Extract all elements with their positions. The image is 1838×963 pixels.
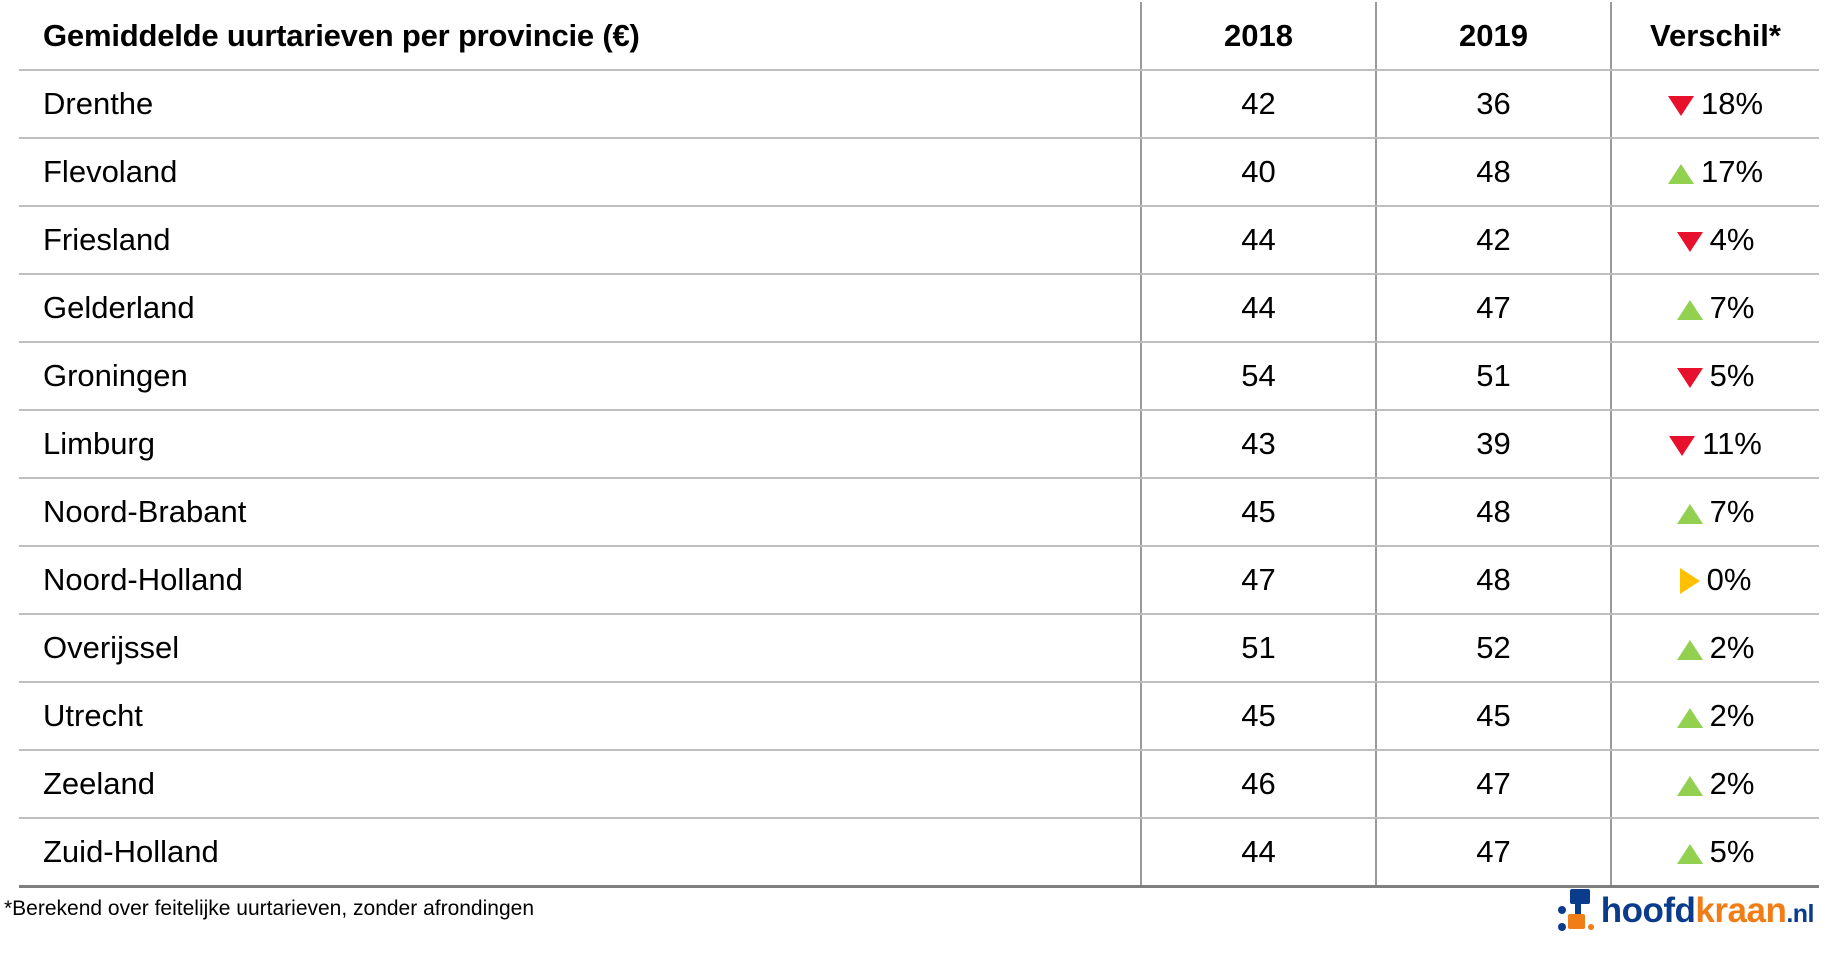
value-2019: 48 <box>1376 478 1611 546</box>
province-name: Friesland <box>19 206 1141 274</box>
value-2019: 52 <box>1376 614 1611 682</box>
value-2018: 42 <box>1141 70 1376 138</box>
value-2019: 47 <box>1376 274 1611 342</box>
value-2018: 45 <box>1141 478 1376 546</box>
province-name: Noord-Holland <box>19 546 1141 614</box>
trend-down-icon <box>1668 96 1694 116</box>
difference-value: 5% <box>1709 358 1755 393</box>
difference-value: 2% <box>1709 698 1755 733</box>
value-2018: 44 <box>1141 818 1376 886</box>
logo-text-nl: .nl <box>1786 899 1814 928</box>
difference-cell <box>1611 342 1819 410</box>
difference-value: 4% <box>1709 222 1755 257</box>
value-2019: 45 <box>1376 682 1611 750</box>
difference-cell <box>1611 478 1819 546</box>
hourly-rates-table <box>19 2 1819 888</box>
trend-flat-icon <box>1680 568 1700 594</box>
difference-cell <box>1611 818 1819 886</box>
value-2018: 40 <box>1141 138 1376 206</box>
column-header-difference: Verschil* <box>1611 2 1819 70</box>
difference-cell <box>1611 138 1819 206</box>
trend-up-icon <box>1677 708 1703 728</box>
value-2019: 51 <box>1376 342 1611 410</box>
province-name: Zeeland <box>19 750 1141 818</box>
trend-down-icon <box>1669 436 1695 456</box>
table-row <box>19 614 1819 682</box>
value-2018: 47 <box>1141 546 1376 614</box>
table-row <box>19 274 1819 342</box>
trend-down-icon <box>1677 232 1703 252</box>
difference-value: 5% <box>1709 833 1755 869</box>
difference-cell <box>1611 70 1819 138</box>
trend-up-icon <box>1677 776 1703 796</box>
province-name: Drenthe <box>19 70 1141 138</box>
table-row <box>19 478 1819 546</box>
table-row <box>19 70 1819 138</box>
difference-cell <box>1611 206 1819 274</box>
logo-text-hoofd: hoofd <box>1600 890 1696 930</box>
hoofdkraan-logo[interactable] <box>1557 879 1814 941</box>
province-name: Utrecht <box>19 682 1141 750</box>
trend-up-icon <box>1677 504 1703 524</box>
table-row <box>19 682 1819 750</box>
value-2019: 47 <box>1376 750 1611 818</box>
table-row <box>19 410 1819 478</box>
trend-down-icon <box>1677 368 1703 388</box>
difference-cell <box>1611 682 1819 750</box>
value-2018: 54 <box>1141 342 1376 410</box>
difference-value: 11% <box>1702 426 1762 461</box>
table-row <box>19 138 1819 206</box>
table-row <box>19 750 1819 818</box>
logo-mark-icon <box>1557 887 1597 933</box>
value-2018: 46 <box>1141 750 1376 818</box>
difference-value: 2% <box>1709 766 1755 801</box>
table-row <box>19 546 1819 614</box>
logo-text-kraan: kraan <box>1695 890 1787 930</box>
table-row <box>19 818 1819 886</box>
value-2018: 43 <box>1141 410 1376 478</box>
province-name: Groningen <box>19 342 1141 410</box>
logo-text <box>1600 890 1814 930</box>
value-2018: 51 <box>1141 614 1376 682</box>
value-2019: 48 <box>1376 546 1611 614</box>
value-2018: 44 <box>1141 274 1376 342</box>
value-2019: 36 <box>1376 70 1611 138</box>
table-header <box>19 2 1819 70</box>
difference-value: 0% <box>1706 562 1752 597</box>
difference-cell <box>1611 546 1819 614</box>
difference-cell <box>1611 410 1819 478</box>
trend-up-icon <box>1677 640 1703 660</box>
difference-value: 7% <box>1709 494 1755 529</box>
difference-value: 2% <box>1709 630 1755 665</box>
table-row <box>19 342 1819 410</box>
difference-cell <box>1611 614 1819 682</box>
difference-value: 17% <box>1700 154 1764 189</box>
trend-up-icon <box>1677 300 1703 320</box>
difference-cell <box>1611 274 1819 342</box>
table-body <box>19 70 1819 886</box>
value-2019: 42 <box>1376 206 1611 274</box>
value-2019: 47 <box>1376 818 1611 886</box>
footnote: *Berekend over feitelijke uurtarieven, zonder afrondingen <box>4 897 534 920</box>
province-name: Noord-Brabant <box>19 478 1141 546</box>
value-2019: 48 <box>1376 138 1611 206</box>
province-name: Limburg <box>19 410 1141 478</box>
province-name: Zuid-Holland <box>19 818 1141 886</box>
value-2018: 44 <box>1141 206 1376 274</box>
column-header-province: Gemiddelde uurtarieven per provincie (€) <box>19 2 1141 70</box>
trend-up-icon <box>1677 844 1703 864</box>
trend-up-icon <box>1668 164 1694 184</box>
province-name: Overijssel <box>19 614 1141 682</box>
column-header-2019: 2019 <box>1376 2 1611 70</box>
province-name: Gelderland <box>19 274 1141 342</box>
value-2019: 39 <box>1376 410 1611 478</box>
difference-cell <box>1611 750 1819 818</box>
value-2018: 45 <box>1141 682 1376 750</box>
difference-value: 18% <box>1700 86 1764 121</box>
column-header-2018: 2018 <box>1141 2 1376 70</box>
header-row <box>19 2 1819 70</box>
table-row <box>19 206 1819 274</box>
difference-value: 7% <box>1709 290 1755 325</box>
province-name: Flevoland <box>19 138 1141 206</box>
